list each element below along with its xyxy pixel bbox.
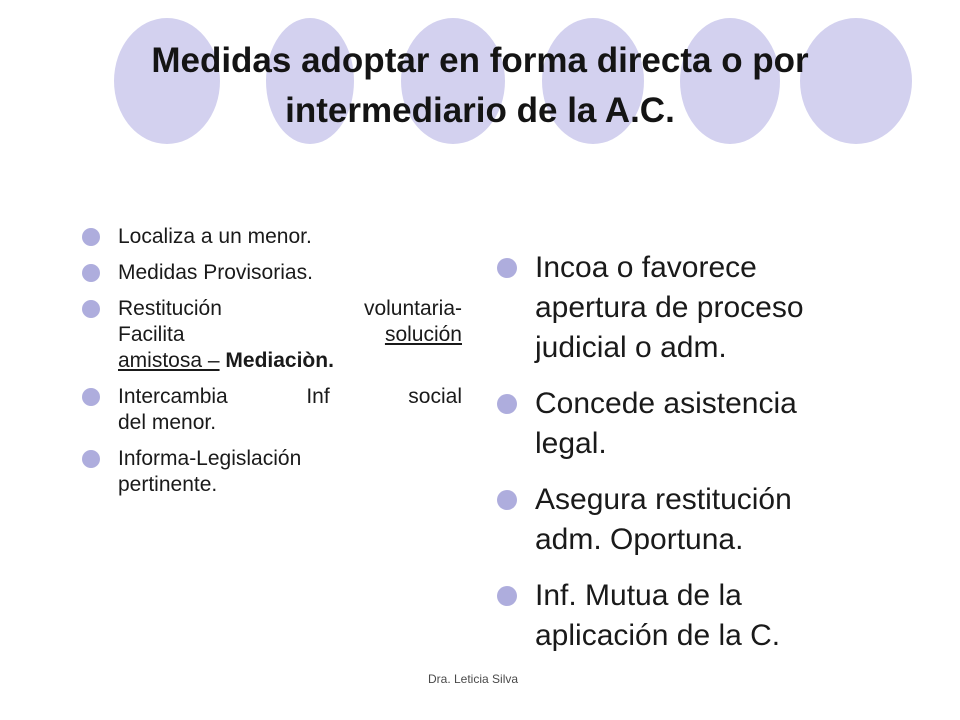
list-item-line: apertura de proceso bbox=[535, 291, 804, 324]
bold-text: Mediaciòn. bbox=[225, 349, 334, 372]
list-item bbox=[82, 446, 462, 498]
list-item-text: Localiza a un menor. bbox=[118, 225, 312, 248]
list-item bbox=[497, 576, 897, 656]
list-item-line: Concede asistencia bbox=[535, 387, 797, 420]
underlined-text: solución bbox=[384, 323, 462, 346]
list-item bbox=[82, 384, 462, 436]
bullet-icon bbox=[497, 394, 517, 414]
bullet-icon bbox=[82, 450, 100, 468]
list-item bbox=[497, 384, 897, 464]
bullet-icon bbox=[82, 388, 100, 406]
bullet-icon bbox=[82, 264, 100, 282]
list-item-line: adm. Oportuna. bbox=[535, 523, 744, 556]
list-item bbox=[82, 224, 462, 250]
slide-title-line-2: intermediario de la A.C. bbox=[285, 91, 675, 130]
list-item bbox=[497, 480, 897, 560]
underlined-text: amistosa – bbox=[118, 349, 220, 372]
list-item-line bbox=[118, 348, 462, 374]
list-item bbox=[497, 248, 897, 368]
list-item-line bbox=[118, 296, 462, 322]
bullet-icon bbox=[82, 300, 100, 318]
list-item-line: aplicación de la C. bbox=[535, 619, 781, 652]
list-item-text: Facilita bbox=[118, 323, 185, 346]
bullet-icon bbox=[82, 228, 100, 246]
list-item bbox=[82, 296, 462, 374]
list-item-line: legal. bbox=[535, 427, 607, 460]
list-item-text: voluntaria- bbox=[363, 297, 462, 320]
slide-title-line-1: Medidas adoptar en forma directa o por bbox=[151, 41, 809, 80]
list-item-line: Inf. Mutua de la bbox=[535, 579, 742, 612]
right-bullet-list bbox=[497, 248, 897, 672]
list-item-line bbox=[118, 322, 462, 348]
list-item-line: judicial o adm. bbox=[535, 331, 727, 364]
list-item-text: Restitución bbox=[118, 297, 222, 320]
list-item-line: Incoa o favorece bbox=[535, 251, 757, 284]
list-item bbox=[82, 260, 462, 286]
slide-title bbox=[30, 36, 930, 136]
bullet-icon bbox=[497, 586, 517, 606]
footer-author: Dra. Leticia Silva bbox=[428, 672, 519, 686]
list-item-line: Asegura restitución bbox=[535, 483, 792, 516]
list-item-line: del menor. bbox=[118, 411, 217, 434]
list-item-text: Medidas Provisorias. bbox=[118, 261, 313, 284]
list-item-line: pertinente. bbox=[118, 473, 218, 496]
list-item-line: Intercambia Inf social bbox=[118, 385, 462, 408]
list-item-line: Informa-Legislación bbox=[118, 447, 302, 470]
bullet-icon bbox=[497, 258, 517, 278]
left-bullet-list bbox=[82, 224, 462, 508]
bullet-icon bbox=[497, 490, 517, 510]
